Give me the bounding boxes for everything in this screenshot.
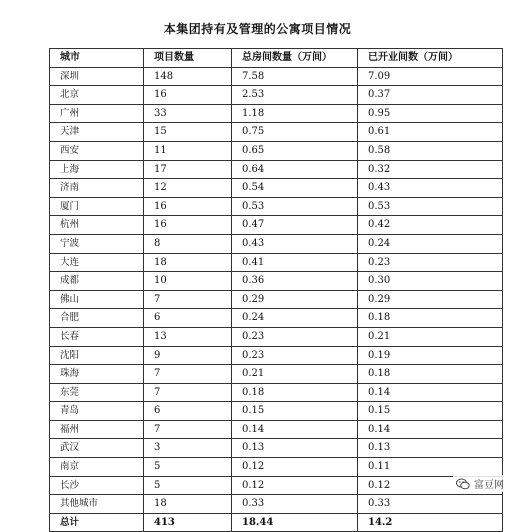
cell-opened-rooms: 0.37	[358, 86, 503, 105]
table-row	[50, 253, 503, 272]
header-city: 城市	[50, 49, 144, 68]
table-row	[50, 365, 503, 384]
table-row	[50, 290, 503, 309]
cell-opened-rooms: 0.42	[358, 216, 503, 235]
cell-project-count: 16	[144, 197, 232, 216]
cell-opened-rooms: 0.30	[358, 272, 503, 291]
cell-project-count: 6	[144, 402, 232, 421]
cell-project-count: 16	[144, 86, 232, 105]
cell-city: 成都	[50, 272, 144, 291]
table-row	[50, 141, 503, 160]
cell-total-rooms: 0.75	[232, 123, 358, 142]
cell-total-rooms: 0.47	[232, 216, 358, 235]
cell-city: 武汉	[50, 439, 144, 458]
cell-project-count: 8	[144, 234, 232, 253]
cell-city: 青岛	[50, 402, 144, 421]
cell-project-count: 7	[144, 383, 232, 402]
cell-opened-rooms: 0.58	[358, 141, 503, 160]
cell-city: 东莞	[50, 383, 144, 402]
cell-project-count: 13	[144, 327, 232, 346]
cell-project-count: 15	[144, 123, 232, 142]
cell-project-count: 5	[144, 476, 232, 495]
cell-project-count: 3	[144, 439, 232, 458]
cell-project-count: 7	[144, 290, 232, 309]
table-row	[50, 123, 503, 142]
cell-project-count: 17	[144, 160, 232, 179]
cell-opened-rooms: 0.61	[358, 123, 503, 142]
cell-city: 佛山	[50, 290, 144, 309]
cell-total-rooms: 0.64	[232, 160, 358, 179]
cell-city: 济南	[50, 179, 144, 198]
cell-total-rooms: 0.41	[232, 253, 358, 272]
cell-project-count: 148	[144, 67, 232, 86]
cell-opened-rooms: 0.13	[358, 439, 503, 458]
table-row	[50, 458, 503, 477]
cell-city: 珠海	[50, 365, 144, 384]
cell-project-count: 10	[144, 272, 232, 291]
cell-opened-rooms: 0.15	[358, 402, 503, 421]
cell-total-rooms: 2.53	[232, 86, 358, 105]
cell-city: 宁波	[50, 234, 144, 253]
table-row	[50, 197, 503, 216]
table-header-row	[50, 49, 503, 68]
cell-total-rooms: 0.12	[232, 476, 358, 495]
total-cell-total-rooms: 18.44	[232, 513, 358, 532]
table-row	[50, 272, 503, 291]
cell-project-count: 7	[144, 365, 232, 384]
cell-total-rooms: 0.23	[232, 346, 358, 365]
cell-total-rooms: 0.54	[232, 179, 358, 198]
cell-total-rooms: 1.18	[232, 104, 358, 123]
cell-city: 长沙	[50, 476, 144, 495]
cell-total-rooms: 0.12	[232, 458, 358, 477]
cell-opened-rooms: 0.12	[358, 476, 503, 495]
cell-opened-rooms: 0.23	[358, 253, 503, 272]
cell-opened-rooms: 0.53	[358, 197, 503, 216]
table-row	[50, 495, 503, 514]
cell-project-count: 18	[144, 253, 232, 272]
cell-project-count: 6	[144, 309, 232, 328]
cell-opened-rooms: 0.43	[358, 179, 503, 198]
table-total-row	[50, 513, 503, 532]
cell-opened-rooms: 0.18	[358, 309, 503, 328]
table-row	[50, 67, 503, 86]
cell-project-count: 9	[144, 346, 232, 365]
cell-city: 上海	[50, 160, 144, 179]
cell-total-rooms: 0.29	[232, 290, 358, 309]
cell-project-count: 7	[144, 420, 232, 439]
cell-city: 大连	[50, 253, 144, 272]
cell-city: 长春	[50, 327, 144, 346]
cell-opened-rooms: 7.09	[358, 67, 503, 86]
cell-project-count: 18	[144, 495, 232, 514]
cell-total-rooms: 0.14	[232, 420, 358, 439]
watermark-text: 富豆网	[474, 480, 504, 491]
cell-city: 北京	[50, 86, 144, 105]
header-project-count: 项目数量	[144, 49, 232, 68]
cell-total-rooms: 0.24	[232, 309, 358, 328]
cell-total-rooms: 0.21	[232, 365, 358, 384]
table-row	[50, 86, 503, 105]
wechat-icon	[456, 478, 470, 490]
cell-opened-rooms: 0.32	[358, 160, 503, 179]
cell-city: 其他城市	[50, 495, 144, 514]
table-row	[50, 216, 503, 235]
header-opened-rooms: 已开业间数（万间）	[358, 49, 503, 68]
cell-total-rooms: 0.43	[232, 234, 358, 253]
cell-project-count: 11	[144, 141, 232, 160]
cell-city: 深圳	[50, 67, 144, 86]
table-row	[50, 234, 503, 253]
cell-total-rooms: 0.23	[232, 327, 358, 346]
cell-total-rooms: 0.33	[232, 495, 358, 514]
cell-city: 天津	[50, 123, 144, 142]
cell-total-rooms: 0.18	[232, 383, 358, 402]
table-row	[50, 346, 503, 365]
cell-project-count: 16	[144, 216, 232, 235]
cell-city: 西安	[50, 141, 144, 160]
total-cell-city: 总计	[50, 513, 144, 532]
table-row	[50, 420, 503, 439]
table-row	[50, 179, 503, 198]
cell-opened-rooms: 0.14	[358, 420, 503, 439]
cell-opened-rooms: 0.24	[358, 234, 503, 253]
cell-opened-rooms: 0.19	[358, 346, 503, 365]
cell-opened-rooms: 0.95	[358, 104, 503, 123]
cell-total-rooms: 0.13	[232, 439, 358, 458]
cell-opened-rooms: 0.21	[358, 327, 503, 346]
total-cell-project-count: 413	[144, 513, 232, 532]
cell-opened-rooms: 0.14	[358, 383, 503, 402]
cell-city: 广州	[50, 104, 144, 123]
total-cell-opened-rooms: 14.2	[358, 513, 503, 532]
cell-project-count: 33	[144, 104, 232, 123]
cell-opened-rooms: 0.11	[358, 458, 503, 477]
table-row	[50, 476, 503, 495]
cell-total-rooms: 0.36	[232, 272, 358, 291]
cell-city: 厦门	[50, 197, 144, 216]
cell-total-rooms: 0.65	[232, 141, 358, 160]
watermark	[453, 475, 507, 492]
cell-total-rooms: 0.53	[232, 197, 358, 216]
cell-city: 沈阳	[50, 346, 144, 365]
table-row	[50, 160, 503, 179]
apartment-projects-table	[49, 48, 503, 532]
cell-opened-rooms: 0.18	[358, 365, 503, 384]
table-row	[50, 402, 503, 421]
table-row	[50, 383, 503, 402]
table-row	[50, 327, 503, 346]
cell-total-rooms: 7.58	[232, 67, 358, 86]
header-total-rooms: 总房间数量（万间）	[232, 49, 358, 68]
cell-project-count: 5	[144, 458, 232, 477]
table-row	[50, 439, 503, 458]
cell-opened-rooms: 0.29	[358, 290, 503, 309]
cell-city: 福州	[50, 420, 144, 439]
cell-total-rooms: 0.15	[232, 402, 358, 421]
table-row	[50, 309, 503, 328]
cell-project-count: 12	[144, 179, 232, 198]
page-title: 本集团持有及管理的公寓项目情况	[163, 22, 352, 36]
cell-city: 南京	[50, 458, 144, 477]
cell-opened-rooms: 0.33	[358, 495, 503, 514]
table-row	[50, 104, 503, 123]
cell-city: 合肥	[50, 309, 144, 328]
cell-city: 杭州	[50, 216, 144, 235]
